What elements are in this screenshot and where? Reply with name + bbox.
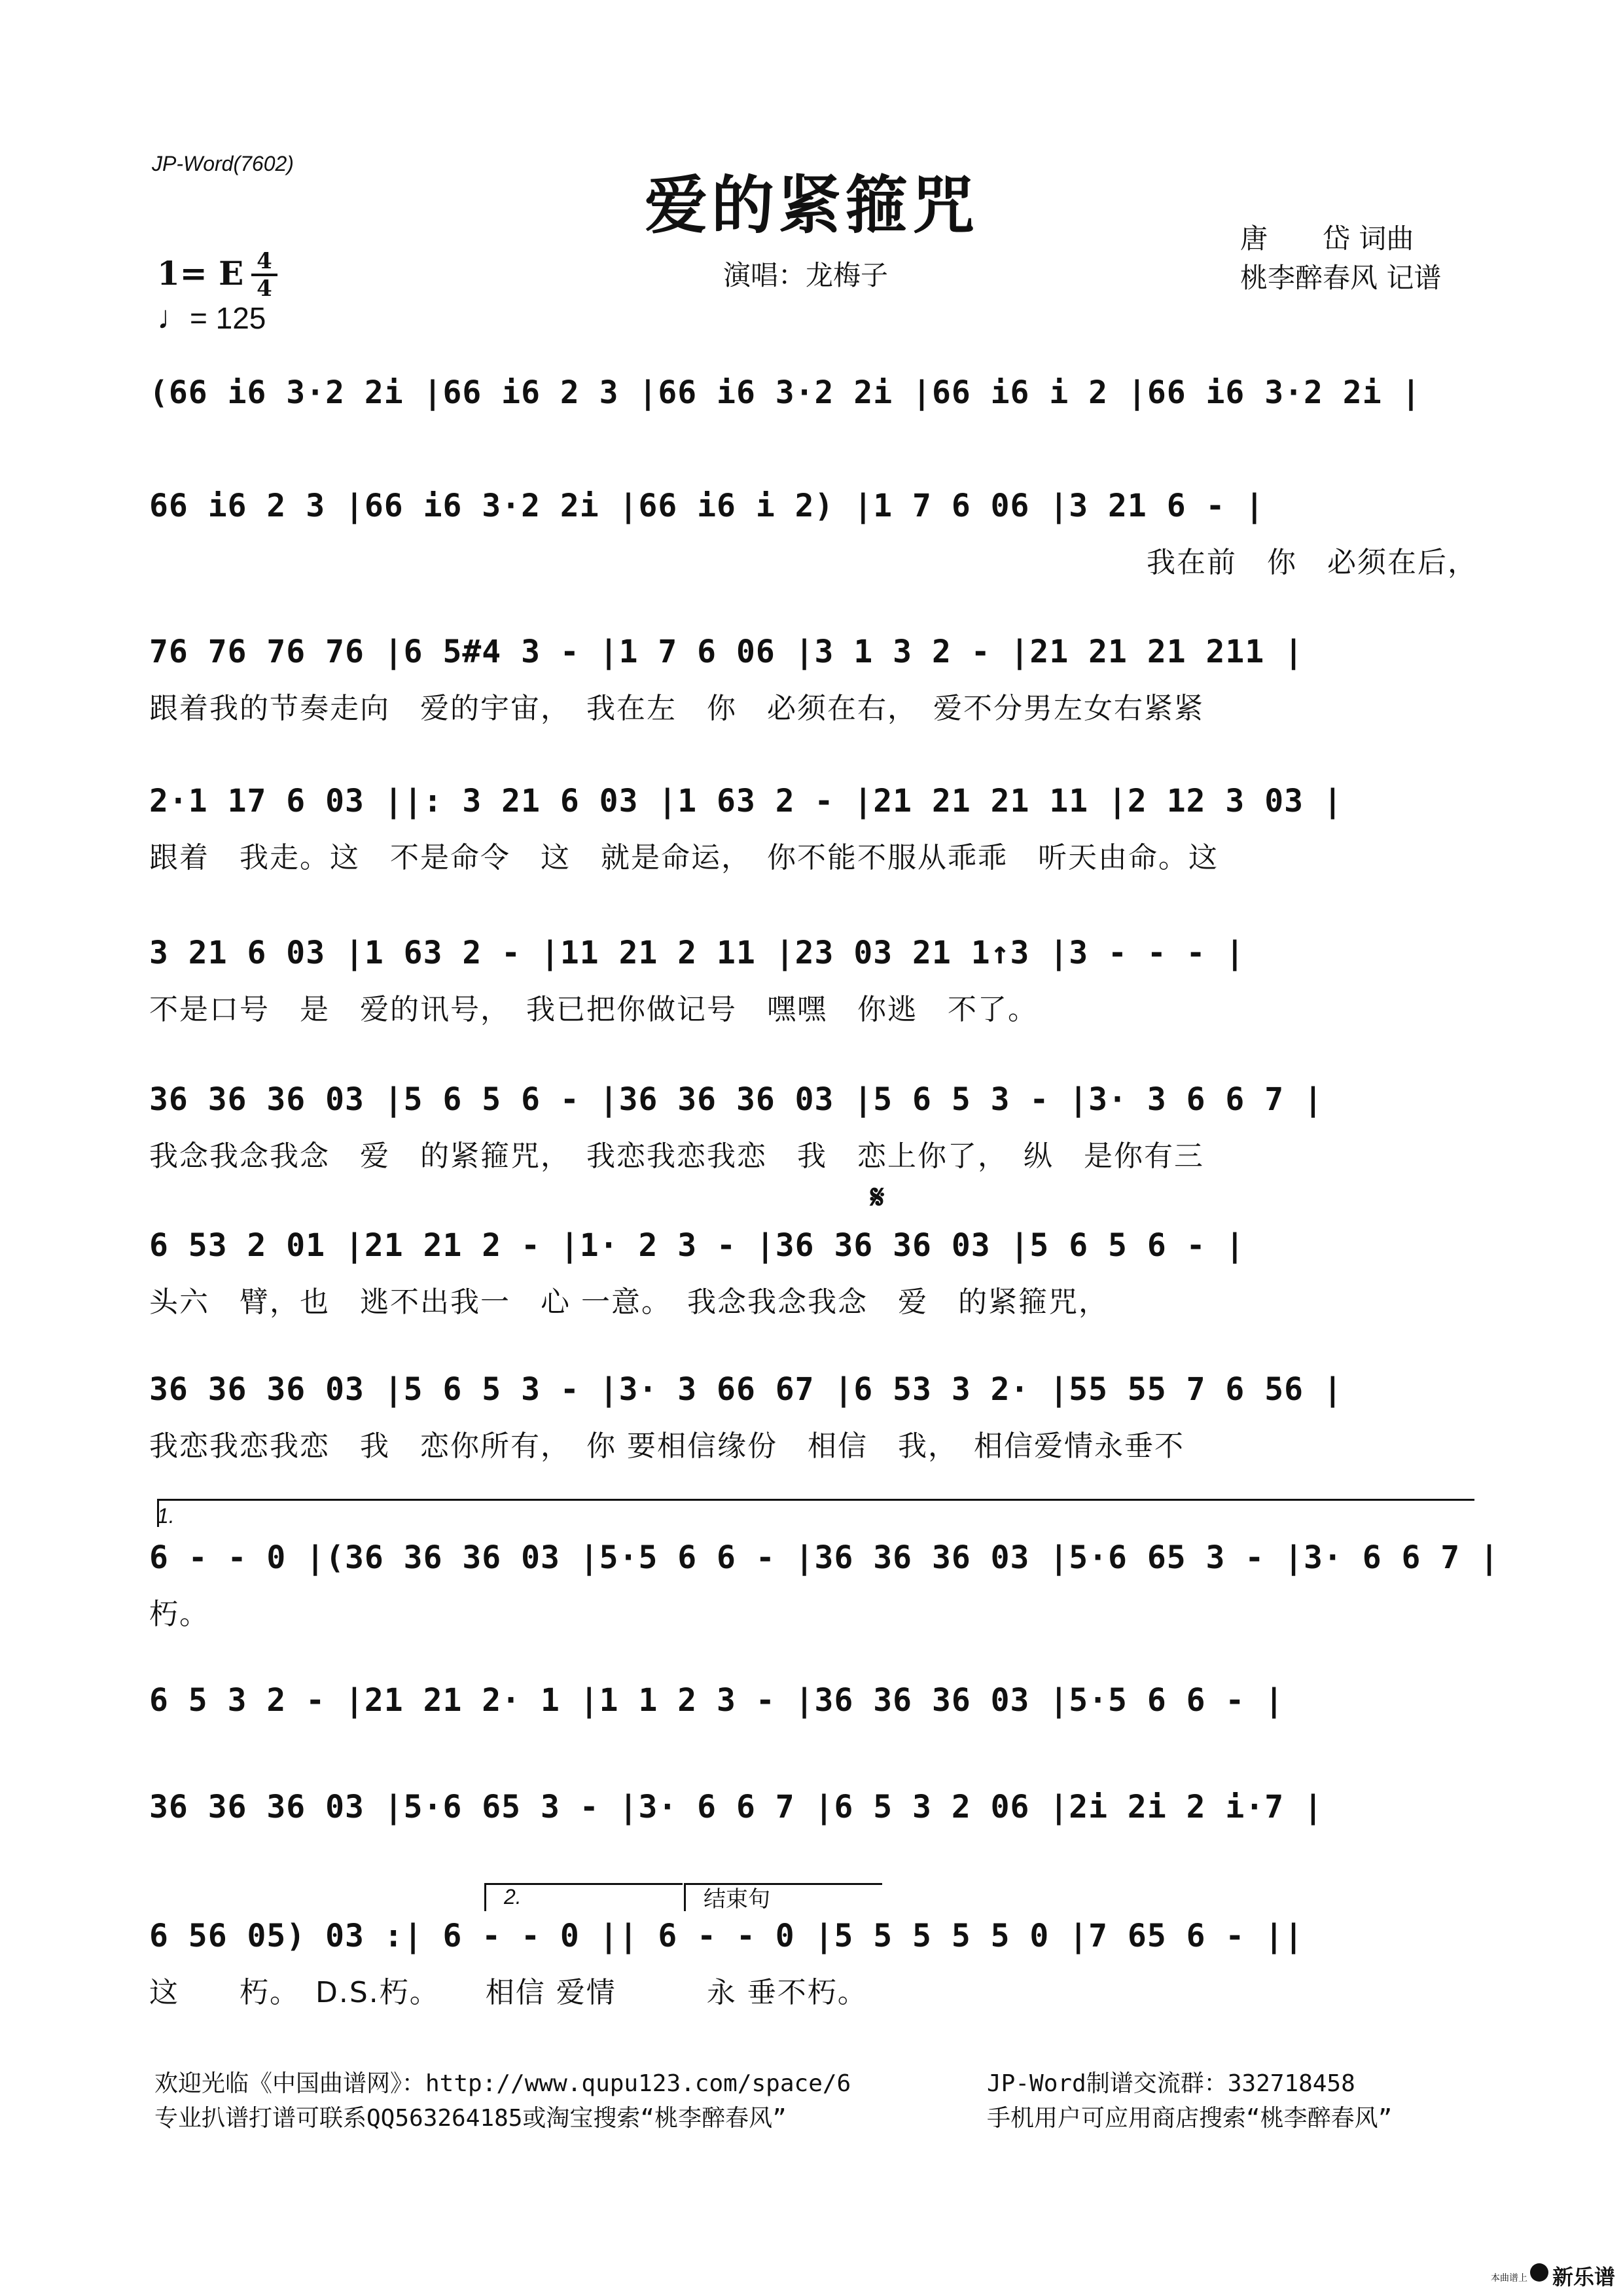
lyrics-line: 我念我念我念 爱 的紧箍咒， 我恋我恋我恋 我 恋上你了， 纵 是你有三 (149, 1139, 1204, 1173)
lyrics-line: 头六 臂，也 逃不出我一 心 一意。 我念我念我念 爱 的紧箍咒， (149, 1285, 1109, 1319)
time-signature-bottom: 4 (257, 276, 272, 302)
notation-line: 6 56 05) 03 :| 6 - - 0 || 6 - - 0 |5 5 5 5 5 0 |7 65 6 - || (149, 1918, 1304, 1954)
volta-label-1: 1. (157, 1504, 175, 1528)
lyrics-line: 我在前 你 必须在后， (1147, 546, 1478, 579)
footer-contact: 专业扒谱打谱可联系QQ563264185或淘宝搜索“桃李醉春风” (154, 2105, 787, 2132)
composer-credit: 唐 岱 词曲 (1240, 223, 1414, 255)
notation-line: 36 36 36 03 |5·6 65 3 - |3· 6 6 7 |6 5 3 2 06 |2i 2i 2 i·7 | (149, 1789, 1323, 1825)
lyrics-line: 跟着我的节奏走向 爱的宇宙， 我在左 你 必须在右， 爱不分男左女右紧紧 (149, 692, 1204, 725)
time-signature (251, 250, 277, 300)
footer-website: 欢迎光临《中国曲谱网》：http://www.qupu123.com/space/6 (154, 2070, 851, 2097)
time-signature-top: 4 (257, 248, 272, 274)
staff-row-2 (149, 488, 1478, 619)
staff-row-6 (149, 1081, 1478, 1212)
lyrics-line: 这 朽。 D.S.朽。 相信 爱情 永 垂不朽。 (149, 1976, 868, 2009)
ending-label: 结束句 (704, 1886, 770, 1912)
lyrics-line: 跟着 我走。这 不是命令 这 就是命运， 你不能不服从乖乖 听天由命。这 (149, 841, 1219, 874)
footer-group: JP-Word制谱交流群：332718458 (987, 2070, 1355, 2097)
staff-row-12 (149, 1918, 1478, 2049)
notation-line: 36 36 36 03 |5 6 5 3 - |3· 3 66 67 |6 53 3 2· |55 55 7 6 56 | (149, 1371, 1343, 1408)
staff-row-8 (149, 1371, 1478, 1502)
lyrics-line: 我恋我恋我恋 我 恋你所有， 你 要相信缘份 相信 我， 相信爱情永垂不 (149, 1429, 1185, 1463)
volta-label-2: 2. (504, 1885, 522, 1909)
notation-line: 6 5 3 2 - |21 21 2· 1 |1 1 2 3 - |36 36 36 03 |5·5 6 6 - | (149, 1682, 1285, 1719)
notation-line: 76 76 76 76 |6 5#4 3 - |1 7 6 06 |3 1 3 2 - |21 21 21 211 | (149, 634, 1304, 670)
footer-app-search: 手机用户可应用商店搜索“桃李醉春风” (987, 2105, 1393, 2132)
staff-row-7 (149, 1227, 1478, 1358)
key-signature: 1= E (157, 254, 244, 293)
brand-name: 新乐谱 (1552, 2265, 1616, 2289)
notation-line: 6 53 2 01 |21 21 2 - |1· 2 3 - |36 36 36 03 |5 6 5 6 - | (149, 1227, 1245, 1264)
notation-line: (66 i6 3·2 2i |66 i6 2 3 |66 i6 3·2 2i |66 i6 i 2 |66 i6 3·2 2i | (149, 374, 1421, 411)
software-label: JP-Word(7602) (152, 152, 294, 175)
lyrics-line: 朽。 (149, 1598, 209, 1631)
transcriber-credit: 桃李醉春风 记谱 (1240, 262, 1442, 294)
staff-row-1 (149, 374, 1478, 505)
volta-bracket-1 (157, 1499, 1474, 1527)
xinyuepu-logo-icon (1530, 2263, 1548, 2282)
notation-line: 6 - - 0 |(36 36 36 03 |5·5 6 6 - |36 36 36 03 |5·6 65 3 - |3· 6 6 7 | (149, 1539, 1499, 1576)
tempo-value: = 125 (190, 301, 266, 335)
notation-line: 66 i6 2 3 |66 i6 3·2 2i |66 i6 i 2) |1 7 6 06 |3 21 6 - | (149, 488, 1265, 524)
notation-line: 36 36 36 03 |5 6 5 6 - |36 36 36 03 |5 6 5 3 - |3· 3 6 6 7 | (149, 1081, 1323, 1118)
lyrics-line: 不是口号 是 爱的讯号， 我已把你做记号 嘿嘿 你逃 不了。 (149, 993, 1038, 1026)
segno-sign: 𝄋 (870, 1178, 885, 1216)
song-title: 爱的紧箍咒 (645, 168, 978, 242)
quarter-note-icon: ♩ (157, 299, 190, 336)
staff-row-5 (149, 935, 1478, 1066)
staff-row-3 (149, 634, 1478, 764)
brand-small-text: 本曲谱上 (1491, 2273, 1527, 2284)
notation-line: 2·1 17 6 03 ||: 3 21 6 03 |1 63 2 - |21 21 21 11 |2 12 3 03 | (149, 783, 1343, 819)
staff-row-4 (149, 783, 1478, 914)
notation-line: 3 21 6 03 |1 63 2 - |11 21 2 11 |23 03 21 1↑3 |3 - - - | (149, 935, 1245, 971)
staff-row-9 (149, 1539, 1499, 1670)
singer-credit: 演唱：龙梅子 (723, 259, 889, 291)
tempo-marking (157, 298, 266, 336)
